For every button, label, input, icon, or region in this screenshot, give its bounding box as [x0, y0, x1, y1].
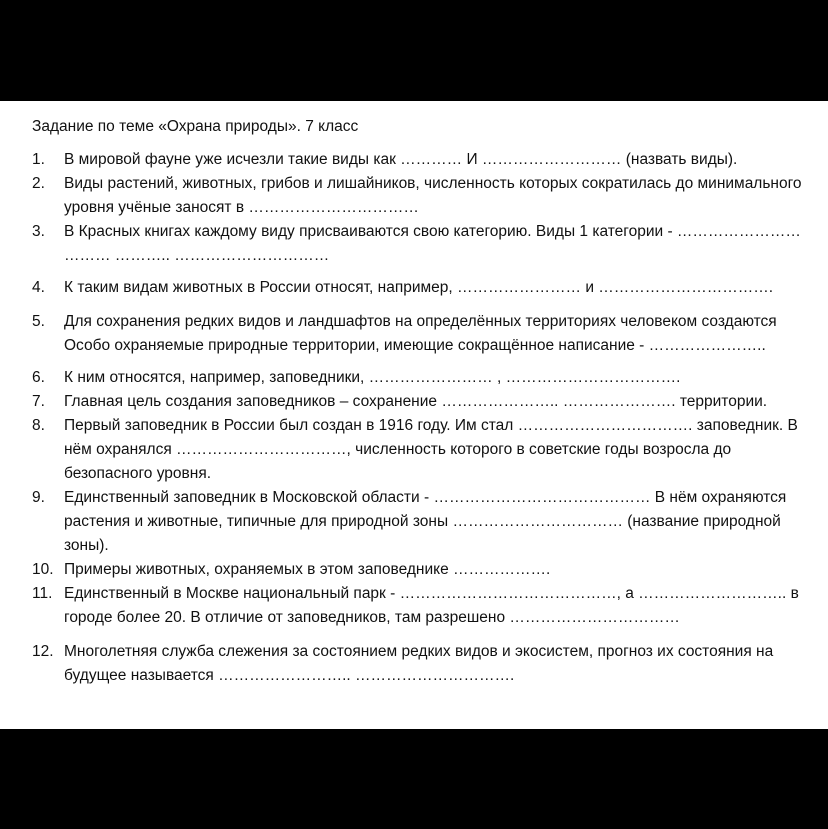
document-page — [0, 101, 828, 729]
item-text: К таким видам животных в России относят, например, …………………… и ……………………………. — [64, 279, 774, 296]
item-text: В мировой фауне уже исчезли такие виды как ………… И ……………………… (назвать виды). — [64, 151, 738, 168]
list-item — [32, 276, 812, 300]
item-text: Многолетняя служба слежения за состоянием редких видов и экосистем, прогноз их состояния на будущее называется …………………….. …………………………. — [64, 643, 774, 684]
list-item — [32, 640, 812, 688]
list-item — [32, 220, 812, 268]
list-item — [32, 172, 812, 220]
item-number: 6. — [32, 369, 45, 386]
item-number: 7. — [32, 393, 45, 410]
list-item — [32, 148, 812, 172]
item-text: К ним относятся, например, заповедники, …………………… , ……………………………. — [64, 369, 681, 386]
list-item — [32, 390, 812, 414]
item-text: Главная цель создания заповедников – сохранение ………………….. …………………. территории. — [64, 393, 768, 410]
item-number: 4. — [32, 279, 45, 296]
task-list — [32, 148, 812, 688]
list-item — [32, 558, 812, 582]
item-number: 8. — [32, 417, 45, 434]
item-text: В Красных книгах каждому виду присваиваются свою категорию. Виды 1 категории - …………………… ……… ……….. ………………………… — [64, 223, 801, 264]
list-item — [32, 582, 812, 630]
item-number: 9. — [32, 489, 45, 506]
item-number: 3. — [32, 223, 45, 240]
item-number: 1. — [32, 151, 45, 168]
item-number: 5. — [32, 313, 45, 330]
item-number: 10. — [32, 561, 54, 578]
list-item — [32, 310, 812, 358]
list-item — [32, 486, 812, 558]
list-item — [32, 366, 812, 390]
item-number: 2. — [32, 175, 45, 192]
item-text: Единственный заповедник в Московской области - …………………………………… В нём охраняются растения и животные, типичные для природной зоны …………………………… (название природной зоны). — [64, 489, 787, 554]
item-text: Для сохранения редких видов и ландшафтов на определённых территориях человеком создаются Особо охраняемые природные территории, имеющие сокращённое написание - ………………….. — [64, 313, 777, 354]
page-title: Задание по теме «Охрана природы». 7 класс — [32, 118, 359, 135]
item-text: Единственный в Москве национальный парк - ……………………………………, а ……………………….. в городе более 20. В отличие от заповедников, там разрешено …………………………… — [64, 585, 799, 626]
item-text: Виды растений, животных, грибов и лишайников, численность которых сократилась до минимального уровня учёные заносят в …………………………… — [64, 175, 802, 216]
item-text: Первый заповедник в России был создан в 1916 году. Им стал ……………………………. заповедник. В нём охранялся ……………………………, численность которого в советские годы возросла до безопасного уровня. — [64, 417, 798, 482]
list-item — [32, 414, 812, 486]
item-text: Примеры животных, охраняемых в этом заповеднике ………………. — [64, 561, 551, 578]
item-number: 11. — [32, 585, 53, 602]
item-number: 12. — [32, 643, 54, 660]
